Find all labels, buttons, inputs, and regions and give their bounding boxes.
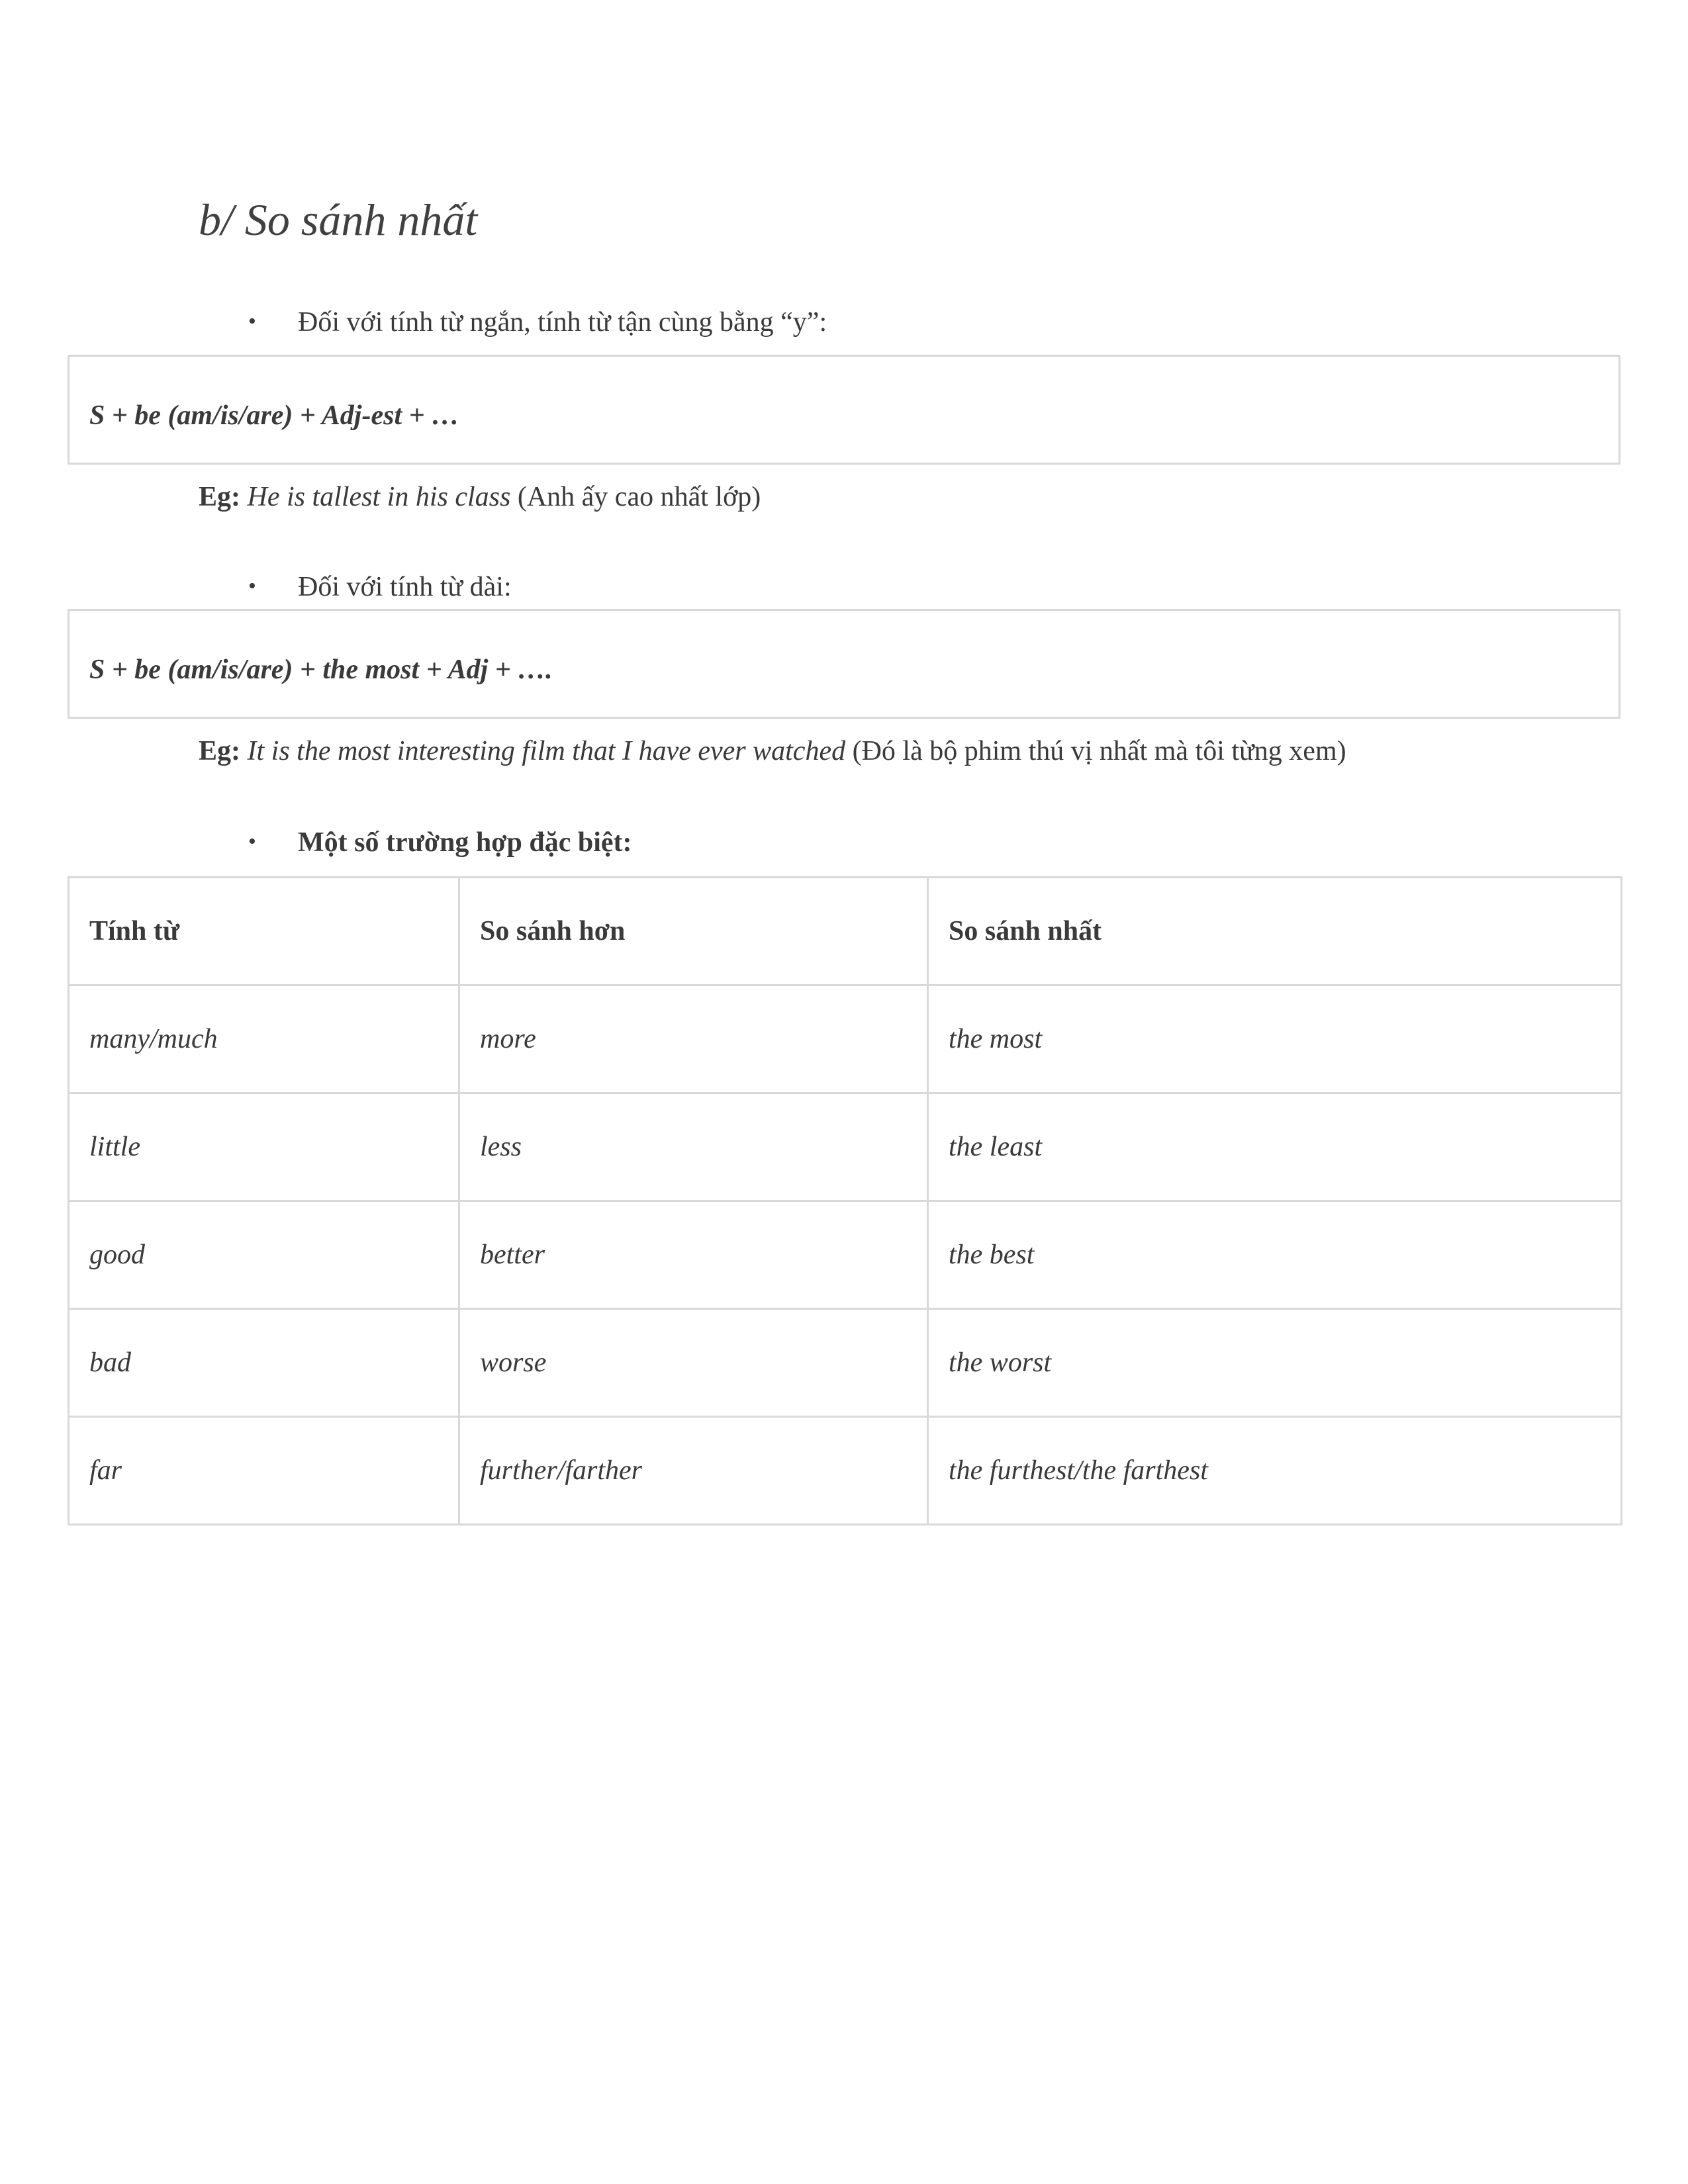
example-label: Eg: [199, 736, 240, 766]
bullet-long-adjectives [248, 570, 512, 604]
table-row [69, 1309, 1622, 1417]
cell-comparative: less [459, 1093, 928, 1201]
table-row [69, 1201, 1622, 1309]
bullet-text: Một số trường hợp đặc biệt: [298, 827, 632, 858]
example-label: Eg: [199, 482, 240, 512]
header-comparative: So sánh hơn [459, 878, 928, 985]
formula-box-long [68, 609, 1620, 719]
bullet-special-cases [248, 826, 632, 859]
example-translation: (Anh ấy cao nhất lớp) [517, 482, 761, 512]
cell-superlative: the least [928, 1093, 1622, 1201]
example-english: He is tallest in his class [247, 482, 511, 512]
cell-superlative: the best [928, 1201, 1622, 1309]
table-header-row [69, 878, 1622, 985]
cell-comparative: better [459, 1201, 928, 1309]
bullet-text: Đối với tính từ dài: [298, 572, 512, 602]
formula-long: S + be (am/is/are) + the most + Adj + …. [89, 655, 553, 685]
cell-adjective: bad [69, 1309, 459, 1417]
bullet-icon: • [248, 574, 256, 598]
bullet-icon: • [248, 829, 256, 854]
cell-comparative: more [459, 985, 928, 1093]
bullet-icon: • [248, 309, 256, 334]
cell-comparative: further/farther [459, 1417, 928, 1525]
example-translation: (Đó là bộ phim thú vị nhất mà tôi từng xem) [852, 736, 1346, 766]
cell-adjective: many/much [69, 985, 459, 1093]
formula-box-short [68, 355, 1620, 465]
cell-superlative: the furthest/the farthest [928, 1417, 1622, 1525]
bullet-short-adjectives [248, 306, 827, 339]
table-row [69, 985, 1622, 1093]
cell-adjective: little [69, 1093, 459, 1201]
header-superlative: So sánh nhất [928, 878, 1622, 985]
table-row [69, 1093, 1622, 1201]
example-english: It is the most interesting film that I have ever watched [247, 736, 846, 766]
cell-superlative: the most [928, 985, 1622, 1093]
formula-short: S + be (am/is/are) + Adj-est + … [89, 400, 460, 431]
table-row [69, 1417, 1622, 1525]
example-long [199, 735, 1346, 768]
bullet-text: Đối với tính từ ngắn, tính từ tận cùng bằng “y”: [298, 307, 827, 338]
header-adjective: Tính từ [69, 878, 459, 985]
cell-adjective: far [69, 1417, 459, 1525]
special-cases-table [68, 876, 1622, 1525]
cell-adjective: good [69, 1201, 459, 1309]
example-short [199, 480, 761, 514]
cell-comparative: worse [459, 1309, 928, 1417]
section-heading: b/ So sánh nhất [199, 195, 478, 245]
cell-superlative: the worst [928, 1309, 1622, 1417]
